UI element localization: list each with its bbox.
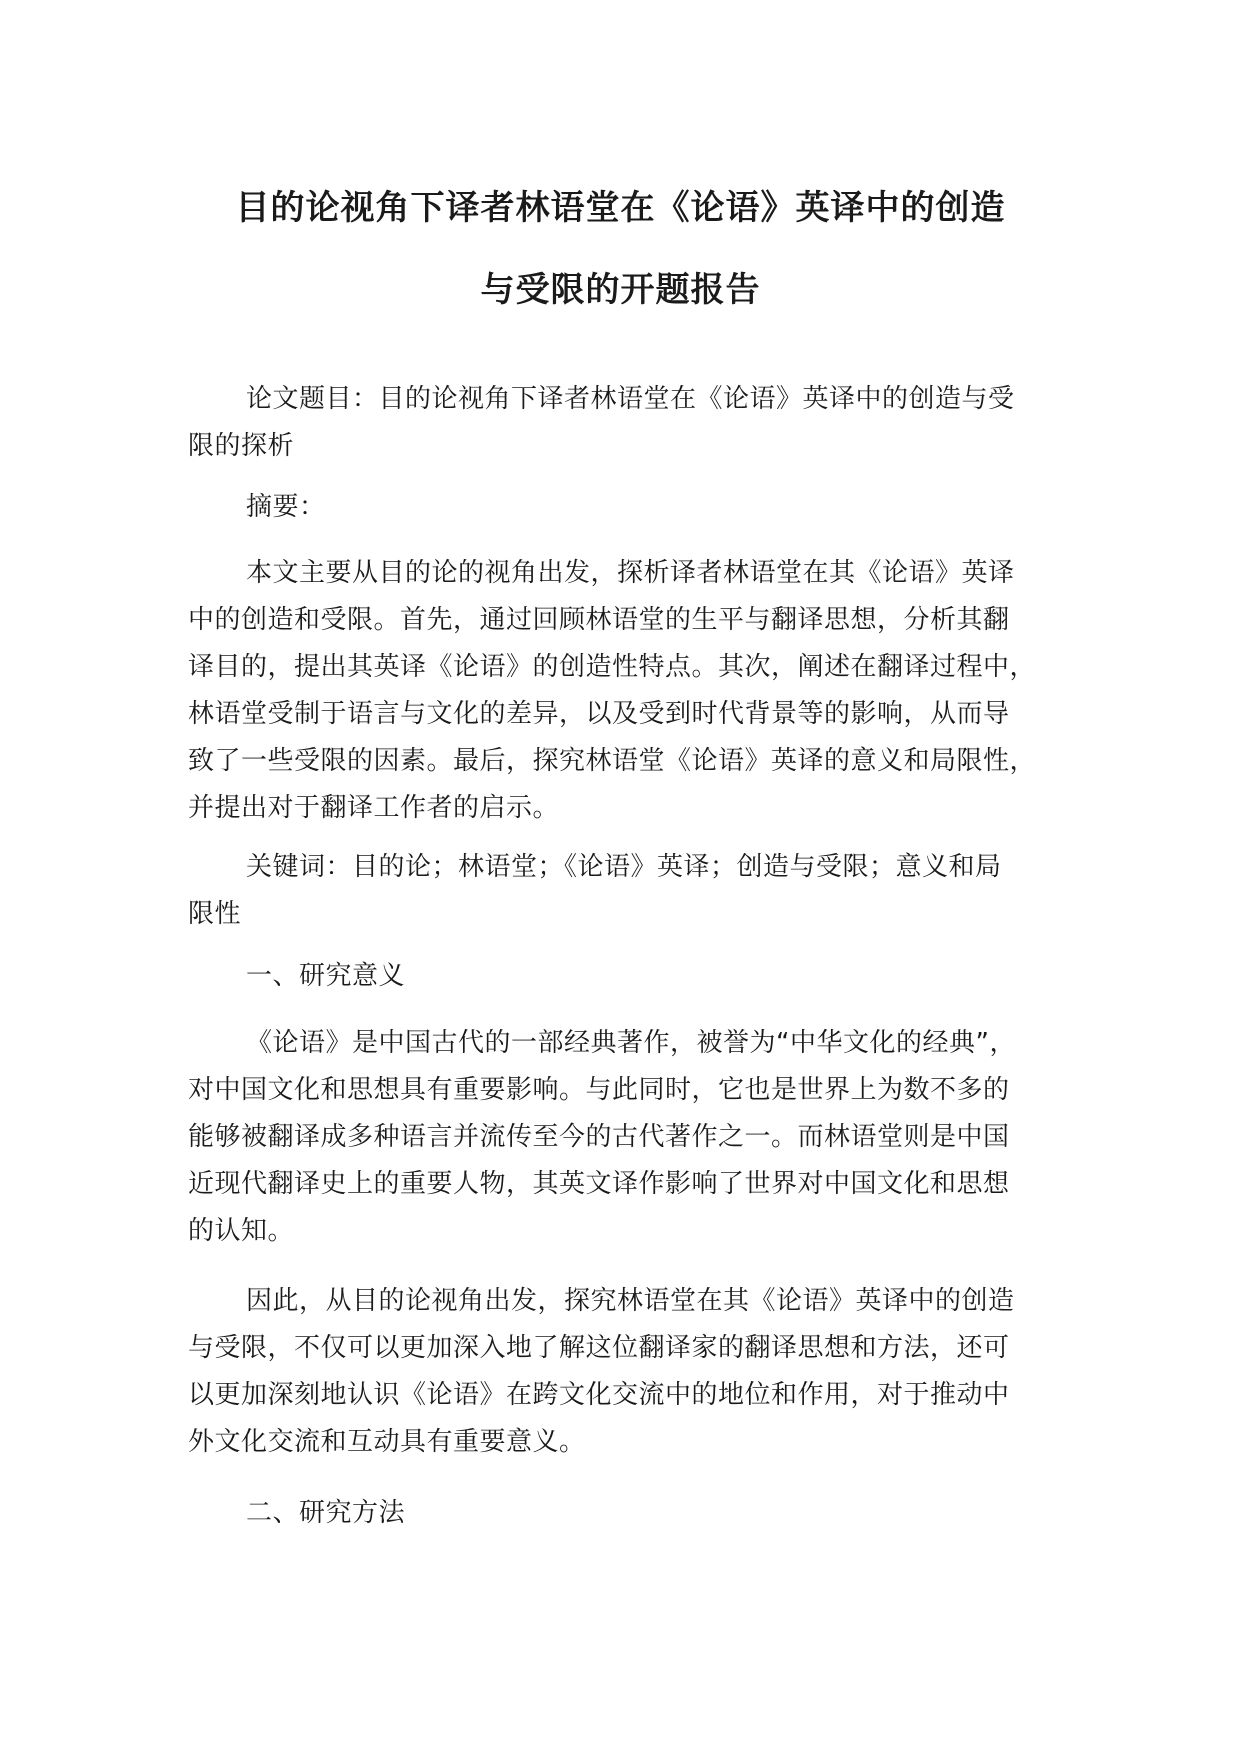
section-1-heading (188, 953, 1088, 1000)
text-line: 摘要： (246, 492, 326, 522)
abstract-heading (188, 484, 1088, 531)
text-line: 二、研究方法 (246, 1498, 406, 1528)
text-line: 论文题目：目的论视角下译者林语堂在《论语》英译中的创造与受 (246, 384, 1015, 414)
section-1-paragraph-2 (188, 1278, 1088, 1466)
text-line: 的认知。 (188, 1216, 295, 1246)
section-2-heading (188, 1490, 1088, 1537)
text-line: 以更加深刻地认识《论语》在跨文化交流中的地位和作用，对于推动中 (188, 1380, 1010, 1410)
text-line: 本文主要从目的论的视角出发，探析译者林语堂在其《论语》英译 (246, 558, 1015, 588)
text-line: 关键词：目的论；林语堂；《论语》英译；创造与受限；意义和局 (246, 852, 1002, 882)
text-line: 一、研究意义 (246, 961, 406, 991)
text-line: 因此，从目的论视角出发，探究林语堂在其《论语》英译中的创造 (246, 1286, 1015, 1316)
text-line: 外文化交流和互动具有重要意义。 (188, 1427, 586, 1457)
document-title-line-1: 目的论视角下译者林语堂在《论语》英译中的创造 (235, 188, 1006, 228)
text-line: 能够被翻译成多种语言并流传至今的古代著作之一。而林语堂则是中国 (188, 1122, 1010, 1152)
text-line: 限性 (188, 899, 242, 929)
text-line: 并提出对于翻译工作者的启示。 (188, 793, 560, 823)
text-line: 近现代翻译史上的重要人物，其英文译作影响了世界对中国文化和思想 (188, 1169, 1010, 1199)
text-line: 限的探析 (188, 431, 295, 461)
text-line: 中的创造和受限。首先，通过回顾林语堂的生平与翻译思想，分析其翻 (188, 605, 1010, 635)
text-line: 致了一些受限的因素。最后，探究林语堂《论语》英译的意义和局限性， (188, 746, 1037, 776)
text-line: 与受限，不仅可以更加深入地了解这位翻译家的翻译思想和方法，还可 (188, 1333, 1010, 1363)
text-line: 《论语》是中国古代的一部经典著作，被誉为“中华文化的经典”， (246, 1028, 1016, 1058)
keywords-paragraph (188, 844, 1088, 938)
thesis-topic-paragraph (188, 376, 1088, 470)
text-line: 林语堂受制于语言与文化的差异，以及受到时代背景等的影响，从而导 (188, 699, 1010, 729)
abstract-paragraph (188, 550, 1088, 832)
section-1-paragraph-1 (188, 1020, 1088, 1255)
text-line: 译目的，提出其英译《论语》的创造性特点。其次，阐述在翻译过程中， (188, 652, 1037, 682)
text-line: 对中国文化和思想具有重要影响。与此同时，它也是世界上为数不多的 (188, 1075, 1010, 1105)
document-title-line-2: 与受限的开题报告 (480, 270, 761, 310)
